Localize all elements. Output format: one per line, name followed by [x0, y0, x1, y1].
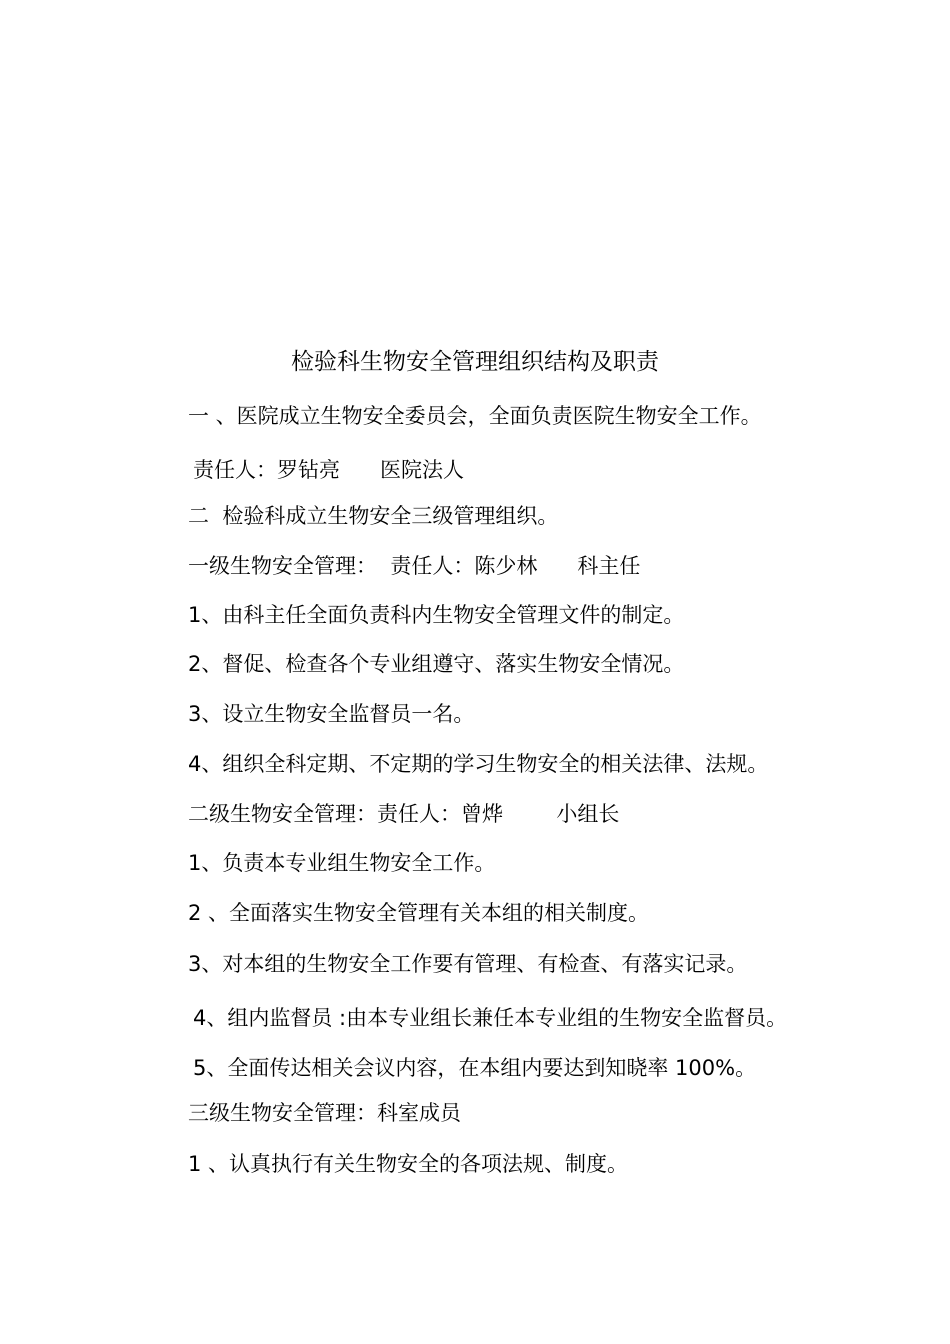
level-three-item-1: 1 、认真执行有关生物安全的各项法规、制度。	[188, 1152, 629, 1176]
section-line-1: 一 、医院成立生物安全委员会，全面负责医院生物安全工作。	[188, 404, 762, 428]
level-three-heading: 三级生物安全管理：科室成员	[188, 1101, 461, 1125]
level-one-item-2: 2、督促、检查各个专业组遵守、落实生物安全情况。	[188, 652, 685, 676]
level-one-heading: 一级生物安全管理： 责任人：陈少林 科主任	[188, 554, 641, 578]
level-two-item-4: 4、组内监督员 :由本专业组长兼任本专业组的生物安全监督员。	[193, 1006, 788, 1030]
level-one-item-3: 3、设立生物安全监督员一名。	[188, 702, 475, 726]
section-line-2: 二 检验科成立生物安全三级管理组织。	[188, 504, 559, 528]
level-two-item-2: 2 、全面落实生物安全管理有关本组的相关制度。	[188, 901, 650, 925]
document-title: 检验科生物安全管理组织结构及职责	[291, 349, 659, 375]
level-two-item-5: 5、全面传达相关会议内容，在本组内要达到知晓率 100%。	[193, 1056, 757, 1080]
level-two-heading: 二级生物安全管理：责任人：曾烨 小组长	[188, 802, 620, 826]
responsible-person-line: 责任人：罗钻亮 医院法人	[193, 458, 465, 482]
level-one-item-4: 4、组织全科定期、不定期的学习生物安全的相关法律、法规。	[188, 752, 769, 776]
level-one-item-1: 1、由科主任全面负责科内生物安全管理文件的制定。	[188, 603, 685, 627]
level-two-item-1: 1、负责本专业组生物安全工作。	[188, 851, 496, 875]
level-two-item-3: 3、对本组的生物安全工作要有管理、有检查、有落实记录。	[188, 952, 748, 976]
